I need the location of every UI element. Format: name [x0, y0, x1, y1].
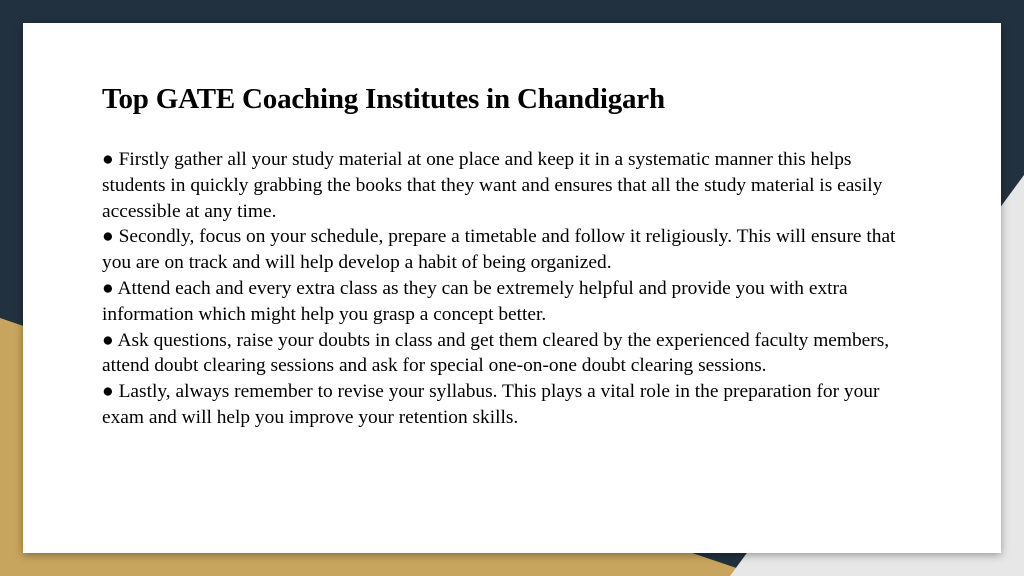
bullet-text: Lastly, always remember to revise your syllabus. This plays a vital role in the preparation for your exam and will help you improve your retention skills. — [102, 381, 880, 428]
bullet-marker: ● — [102, 226, 114, 248]
bullet-marker: ● — [102, 277, 114, 299]
bullet-text: Attend each and every extra class as they can be extremely helpful and provide you with extra information which might help you grasp a concept better. — [102, 277, 848, 325]
bullet-item — [102, 147, 917, 224]
bullet-marker: ● — [102, 149, 114, 170]
bullet-text: Secondly, focus on your schedule, prepare a timetable and follow it religiously. This will ensure that you are on track and will help develop a habit of being organized. — [102, 226, 896, 274]
slide-title: Top GATE Coaching Institutes in Chandigarh — [102, 83, 665, 115]
bullet-marker: ● — [102, 381, 114, 403]
bullet-text: Ask questions, raise your doubts in class and get them cleared by the experienced faculty members, attend doubt clearing sessions and ask for special one-on-one doubt clearing sessions. — [102, 329, 890, 377]
slide-card — [23, 23, 1001, 553]
bullet-item — [102, 379, 917, 431]
bullet-item — [102, 224, 917, 276]
bullet-item — [102, 328, 917, 380]
bullet-text: Firstly gather all your study material at one place and keep it in a systematic manner this helps students in quickly grabbing the books that they want and ensures that all the study material is easily accessible at any time. — [102, 149, 883, 222]
bullet-marker: ● — [102, 329, 114, 351]
bullet-item — [102, 276, 917, 328]
bullet-list — [102, 147, 917, 431]
